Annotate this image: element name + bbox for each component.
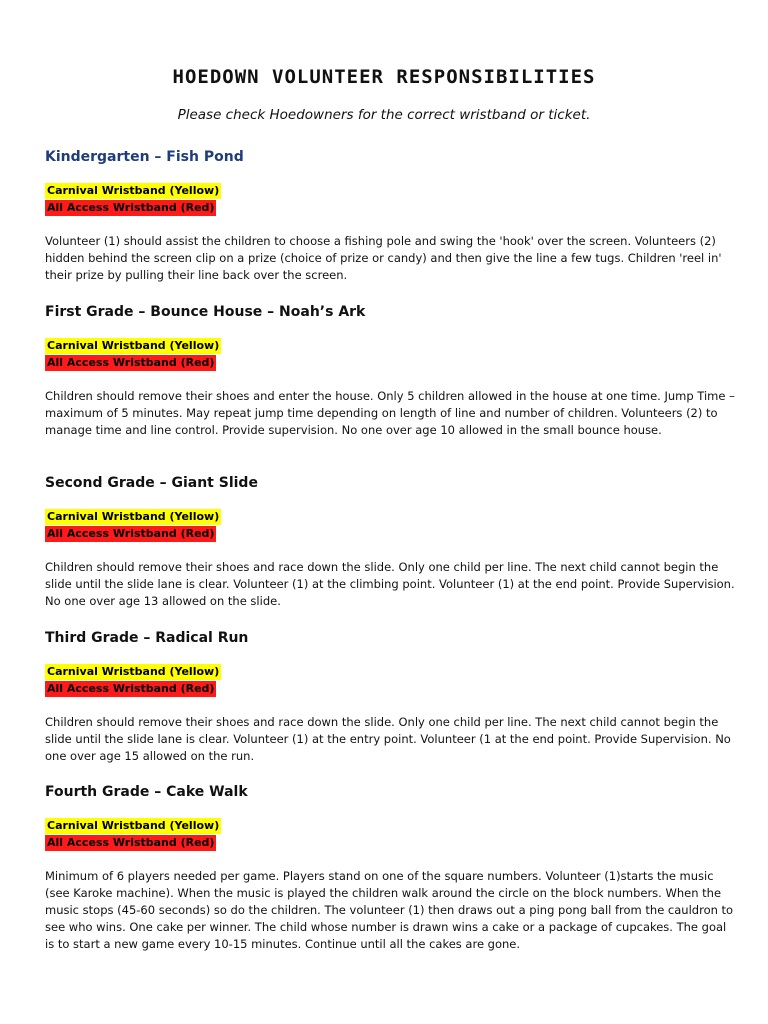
section-description: Minimum of 6 players needed per game. Players stand on one of the square numbers. Volunteer (1)starts the music (see Karoke machine). When the music is played the children walk around the circle on the block numbers. When the music stops (45-60 seconds) so do the children. The volunteer (1) then draws out a ping pong ball from the cauldron to see who wins. One cake per winner. The child whose number is drawn wins a cake or a package of cupcakes. The goal is to start a new game every 10-15 minutes. Continue until all the cakes are gone. <box>45 869 734 951</box>
section-description: Children should remove their shoes and race down the slide. Only one child per line. The next child cannot begin the slide until the slide lane is clear. Volunteer (1) at the climbing point. Volunteer (1) at the end point. Provide Supervision. No one over age 13 allowed on the slide. <box>45 560 735 608</box>
carnival-wristband-badge: Carnival Wristband (Yellow) <box>47 819 220 832</box>
carnival-wristband-badge: Carnival Wristband (Yellow) <box>47 510 220 523</box>
page-subtitle: Please check Hoedowners for the correct wristband or ticket. <box>177 107 591 123</box>
all-access-wristband-badge: All Access Wristband (Red) <box>47 356 215 369</box>
section-heading: Second Grade – Giant Slide <box>45 475 258 491</box>
wristband-list <box>45 660 735 694</box>
all-access-wristband-badge: All Access Wristband (Red) <box>47 836 215 849</box>
section-description: Children should remove their shoes and enter the house. Only 5 children allowed in the house at one time. Jump Time – maximum of 5 minutes. May repeat jump time depending on length of line and number of children. Volunteers (2) to manage time and line control. Provide supervision. No one over age 10 allowed in the small bounce house. <box>45 389 735 437</box>
section-description: Volunteer (1) should assist the children to choose a fishing pole and swing the 'hook' over the screen. Volunteers (2) hidden behind the screen clip on a prize (choice of prize or candy) and then give the line a few tugs. Children 'reel in' their prize by pulling their line back over the screen. <box>45 234 722 282</box>
carnival-wristband-badge: Carnival Wristband (Yellow) <box>47 184 220 197</box>
section-heading: First Grade – Bounce House – Noah’s Ark <box>45 304 366 320</box>
section-second-grade <box>45 472 735 610</box>
carnival-wristband-badge: Carnival Wristband (Yellow) <box>47 665 220 678</box>
wristband-list <box>45 505 735 539</box>
page-title: HOEDOWN VOLUNTEER RESPONSIBILITIES <box>172 66 596 88</box>
section-kindergarten <box>45 146 735 284</box>
section-third-grade <box>45 627 735 765</box>
carnival-wristband-badge: Carnival Wristband (Yellow) <box>47 339 220 352</box>
section-heading: Third Grade – Radical Run <box>45 630 249 646</box>
wristband-list <box>45 334 735 368</box>
wristband-list <box>45 179 735 213</box>
section-first-grade <box>45 301 735 439</box>
all-access-wristband-badge: All Access Wristband (Red) <box>47 527 215 540</box>
section-fourth-grade <box>45 781 735 953</box>
wristband-list <box>45 814 735 848</box>
section-heading: Kindergarten – Fish Pond <box>45 149 244 165</box>
section-description: Children should remove their shoes and race down the slide. Only one child per line. The next child cannot begin the slide until the slide lane is clear. Volunteer (1) at the entry point. Volunteer (1 at the end point. Provide Supervision. No one over age 15 allowed on the run. <box>45 715 731 763</box>
all-access-wristband-badge: All Access Wristband (Red) <box>47 682 215 695</box>
section-heading: Fourth Grade – Cake Walk <box>45 784 248 800</box>
all-access-wristband-badge: All Access Wristband (Red) <box>47 201 215 214</box>
